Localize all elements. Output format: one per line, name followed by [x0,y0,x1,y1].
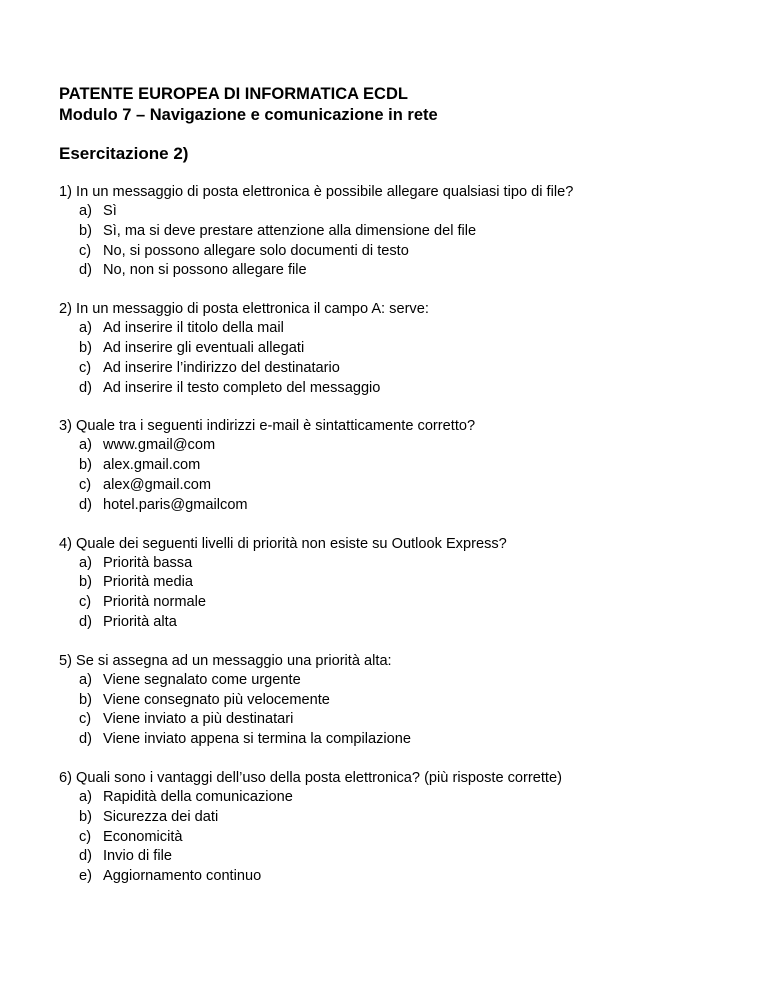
option-letter: a) [79,320,92,337]
option-letter: b) [79,339,92,356]
question-5 [59,651,749,750]
answer-options [59,319,749,398]
option-letter: c) [79,828,92,845]
option-text: No, si possono allegare solo documenti di testo [103,242,409,259]
option-text: Priorità media [103,574,194,591]
answer-option [79,613,749,633]
option-text: Invio di file [103,848,172,865]
option-letter: c) [79,711,92,728]
question-6 [59,768,749,887]
option-text: Economicità [103,828,183,845]
option-letter: a) [79,437,92,454]
answer-options [59,554,749,633]
option-letter: d) [79,496,92,513]
answer-option [79,788,749,808]
question-2 [59,299,749,398]
option-text: alex@gmail.com [103,476,212,493]
answer-option [79,691,749,711]
question-text: 2) In un messaggio di posta elettronica il campo A: serve: [59,301,429,318]
option-text: Ad inserire gli eventuali allegati [103,339,305,356]
option-text: Priorità alta [103,613,177,630]
option-text: Priorità bassa [103,554,193,571]
option-letter: b) [79,574,92,591]
answer-option [79,496,749,516]
document-subtitle: Modulo 7 – Navigazione e comunicazione in rete [59,106,438,124]
option-letter: c) [79,242,92,259]
question-3 [59,416,749,515]
question-text: 6) Quali sono i vantaggi dell’uso della posta elettronica? (più risposte corrette) [59,769,562,786]
answer-option [79,808,749,828]
option-letter: d) [79,379,92,396]
question-text: 3) Quale tra i seguenti indirizzi e-mail è sintatticamente corretto? [59,418,476,435]
option-letter: d) [79,262,92,279]
question-4 [59,534,749,633]
answer-option [79,339,749,359]
option-letter: d) [79,848,92,865]
question-text: 4) Quale dei seguenti livelli di priorità non esiste su Outlook Express? [59,535,507,552]
answer-options [59,436,749,515]
option-text: No, non si possono allegare file [103,262,307,279]
answer-option [79,476,749,496]
option-text: Ad inserire il titolo della mail [103,320,284,337]
option-text: Viene inviato appena si termina la compilazione [103,731,412,748]
question-1 [59,182,749,281]
answer-option [79,261,749,281]
answer-option [79,436,749,456]
option-text: Sì, ma si deve prestare attenzione alla dimensione del file [103,222,477,239]
answer-option [79,554,749,574]
option-text: Rapidità della comunicazione [103,788,293,805]
answer-option [79,671,749,691]
answer-option [79,319,749,339]
exercise-heading: Esercitazione 2) [59,144,189,163]
question-text: 1) In un messaggio di posta elettronica è possibile allegare qualsiasi tipo di file? [59,184,574,200]
answer-option [79,828,749,848]
question-list [59,182,749,887]
option-letter: c) [79,594,92,611]
answer-option [79,573,749,593]
option-letter: d) [79,613,92,630]
answer-option [79,867,749,887]
option-text: Viene segnalato come urgente [103,671,301,688]
option-letter: d) [79,731,92,748]
option-letter: a) [79,203,92,219]
document-title: PATENTE EUROPEA DI INFORMATICA ECDL [59,85,408,103]
option-letter: e) [79,868,92,885]
document-page [59,84,749,887]
option-letter: a) [79,788,92,805]
option-text: Sì [103,203,117,219]
answer-option [79,730,749,750]
answer-options [59,671,749,750]
option-letter: b) [79,691,92,708]
option-letter: b) [79,808,92,825]
answer-option [79,359,749,379]
option-text: Viene inviato a più destinatari [103,711,294,728]
option-text: Ad inserire il testo completo del messaggio [103,379,381,396]
answer-option [79,222,749,242]
option-letter: c) [79,476,92,493]
answer-options [59,788,749,887]
option-text: hotel.paris@gmailcom [103,496,248,513]
option-text: Priorità normale [103,594,207,611]
answer-option [79,202,749,222]
answer-option [79,710,749,730]
answer-option [79,847,749,867]
option-letter: a) [79,554,92,571]
option-text: Viene consegnato più velocemente [103,691,330,708]
option-letter: b) [79,457,92,474]
answer-option [79,593,749,613]
answer-options [59,202,749,281]
option-text: Aggiornamento continuo [103,868,262,885]
option-text: Sicurezza dei dati [103,808,219,825]
option-text: Ad inserire l’indirizzo del destinatario [103,359,340,376]
option-letter: b) [79,222,92,239]
option-letter: c) [79,359,92,376]
option-text: www.gmail@com [103,437,216,454]
answer-option [79,379,749,399]
answer-option [79,456,749,476]
question-text: 5) Se si assegna ad un messaggio una priorità alta: [59,652,392,669]
option-text: alex.gmail.com [103,457,201,474]
option-letter: a) [79,671,92,688]
answer-option [79,242,749,262]
